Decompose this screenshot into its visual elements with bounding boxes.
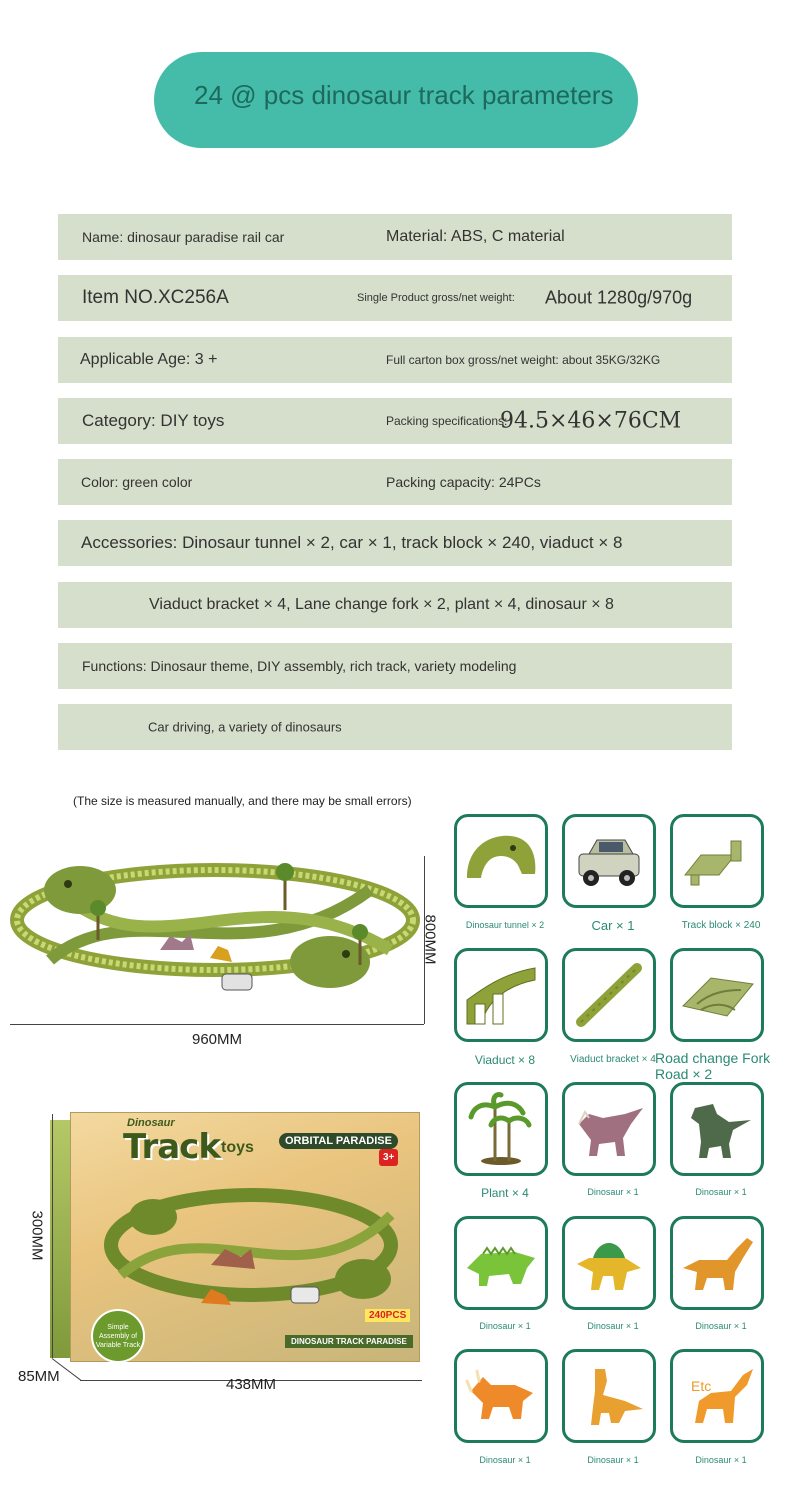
part-caption: Dinosaur × 1: [587, 1187, 639, 1197]
param-packing-value: 94.5×46×76CM: [500, 408, 682, 434]
fork-road-icon: [677, 960, 757, 1030]
part-tile-dino-6: [454, 1349, 548, 1443]
part-tile-plant: [454, 1082, 548, 1176]
dinosaur-tunnel-icon: [461, 826, 541, 896]
part-tile-car: [562, 814, 656, 908]
box-track-illustration: [101, 1175, 401, 1315]
box-orbit-badge: ORBITAL PARADISE: [279, 1133, 398, 1149]
box-height-label: 300MM: [28, 1210, 46, 1261]
dinosaur-icon: [569, 1094, 649, 1164]
plant-icon: [461, 1091, 541, 1167]
part-tile-tunnel: [454, 814, 548, 908]
box-side: [50, 1120, 72, 1358]
param-row: [58, 582, 732, 628]
assembled-track-photo: [10, 850, 420, 1010]
dinosaur-icon: [461, 1361, 541, 1431]
dinosaur-icon: [461, 1228, 541, 1298]
part-caption: Viaduct × 8: [474, 1053, 536, 1067]
param-accessories-cont: Viaduct bracket × 4, Lane change fork × 2, plant × 4, dinosaur × 8: [149, 596, 614, 613]
dinosaur-icon: [677, 1094, 757, 1164]
param-row: [58, 337, 732, 383]
car-icon: [569, 828, 649, 894]
param-accessories: Accessories: Dinosaur tunnel × 2, car × 1, track block × 240, viaduct × 8: [81, 533, 623, 552]
param-gross-label: Single Product gross/net weight:: [357, 292, 515, 304]
part-caption: Road change Fork Road × 2: [655, 1050, 771, 1082]
product-box-photo: [70, 1112, 420, 1362]
param-gross-value: About 1280g/970g: [545, 287, 693, 308]
param-functions-cont: Car driving, a variety of dinosaurs: [148, 719, 342, 735]
box-width-label: 438MM: [226, 1376, 277, 1393]
param-row: [58, 704, 732, 750]
part-caption: Car × 1: [591, 918, 635, 933]
part-tile-viaduct: [454, 948, 548, 1042]
param-material: Material: ABS, C material: [386, 228, 565, 245]
param-row: [58, 275, 732, 321]
box-logo-toys: toys: [221, 1139, 254, 1156]
viaduct-icon: [461, 960, 541, 1030]
part-caption: Dinosaur × 1: [587, 1455, 639, 1465]
width-dimension-line: [10, 1024, 424, 1025]
param-name: Name: dinosaur paradise rail car: [82, 229, 285, 245]
track-depth-label: 800MM: [421, 914, 439, 965]
param-item-no: Item NO.XC256A: [82, 287, 229, 308]
viaduct-bracket-icon: [569, 960, 649, 1030]
box-logo: Track: [123, 1127, 220, 1167]
box-depth-label: 85MM: [18, 1368, 60, 1385]
part-tile-dino-8: [670, 1349, 764, 1443]
part-caption: Dinosaur × 1: [695, 1321, 747, 1331]
etc-label: Etc: [691, 1378, 712, 1394]
box-badge: Simple Assembly of Variable Track: [91, 1309, 145, 1363]
param-row: [58, 459, 732, 505]
part-caption: Dinosaur tunnel × 2: [465, 920, 545, 930]
part-tile-fork: [670, 948, 764, 1042]
dinosaur-icon: [569, 1228, 649, 1298]
param-row: [58, 214, 732, 260]
box-age-badge: 3+: [379, 1149, 398, 1166]
dinosaur-icon: [677, 1361, 757, 1431]
param-color: Color: green color: [81, 474, 193, 490]
dinosaur-icon: [569, 1361, 649, 1431]
param-functions: Functions: Dinosaur theme, DIY assembly, rich track, variety modeling: [82, 658, 517, 674]
param-row: [58, 520, 732, 566]
box-logo-small: Dinosaur: [127, 1117, 175, 1129]
part-caption: Dinosaur × 1: [479, 1321, 531, 1331]
track-block-icon: [677, 831, 757, 891]
part-caption: Viaduct bracket × 4: [570, 1054, 656, 1065]
part-caption: Dinosaur × 1: [587, 1321, 639, 1331]
part-tile-dino-7: [562, 1349, 656, 1443]
part-tile-dino-5: [670, 1216, 764, 1310]
part-tile-dino-2: [670, 1082, 764, 1176]
param-carton: Full carton box gross/net weight: about 35KG/32KG: [386, 353, 661, 367]
dinosaur-icon: [677, 1228, 757, 1298]
track-width-label: 960MM: [192, 1031, 243, 1048]
box-height-line: [52, 1114, 53, 1358]
part-tile-dino-3: [454, 1216, 548, 1310]
part-tile-track-block: [670, 814, 764, 908]
param-row: [58, 643, 732, 689]
param-row: [58, 398, 732, 444]
param-capacity: Packing capacity: 24PCs: [386, 474, 541, 490]
measurement-note: (The size is measured manually, and there may be small errors): [73, 794, 412, 808]
part-caption: Dinosaur × 1: [479, 1455, 531, 1465]
part-caption: Dinosaur × 1: [695, 1187, 747, 1197]
param-category: Category: DIY toys: [82, 411, 225, 430]
page-title: 24 @ pcs dinosaur track parameters: [194, 80, 614, 110]
param-packing-label: Packing specifications:: [386, 414, 508, 428]
part-tile-dino-4: [562, 1216, 656, 1310]
part-tile-dino-1: [562, 1082, 656, 1176]
box-bottom-band: DINOSAUR TRACK PARADISE: [285, 1335, 413, 1348]
part-caption: Dinosaur × 1: [695, 1455, 747, 1465]
part-caption: Plant × 4: [481, 1186, 529, 1200]
param-age: Applicable Age: 3 +: [80, 351, 218, 368]
box-pcs-badge: 240PCS: [365, 1309, 410, 1322]
part-caption: Track block × 240: [681, 920, 761, 931]
part-tile-bracket: [562, 948, 656, 1042]
